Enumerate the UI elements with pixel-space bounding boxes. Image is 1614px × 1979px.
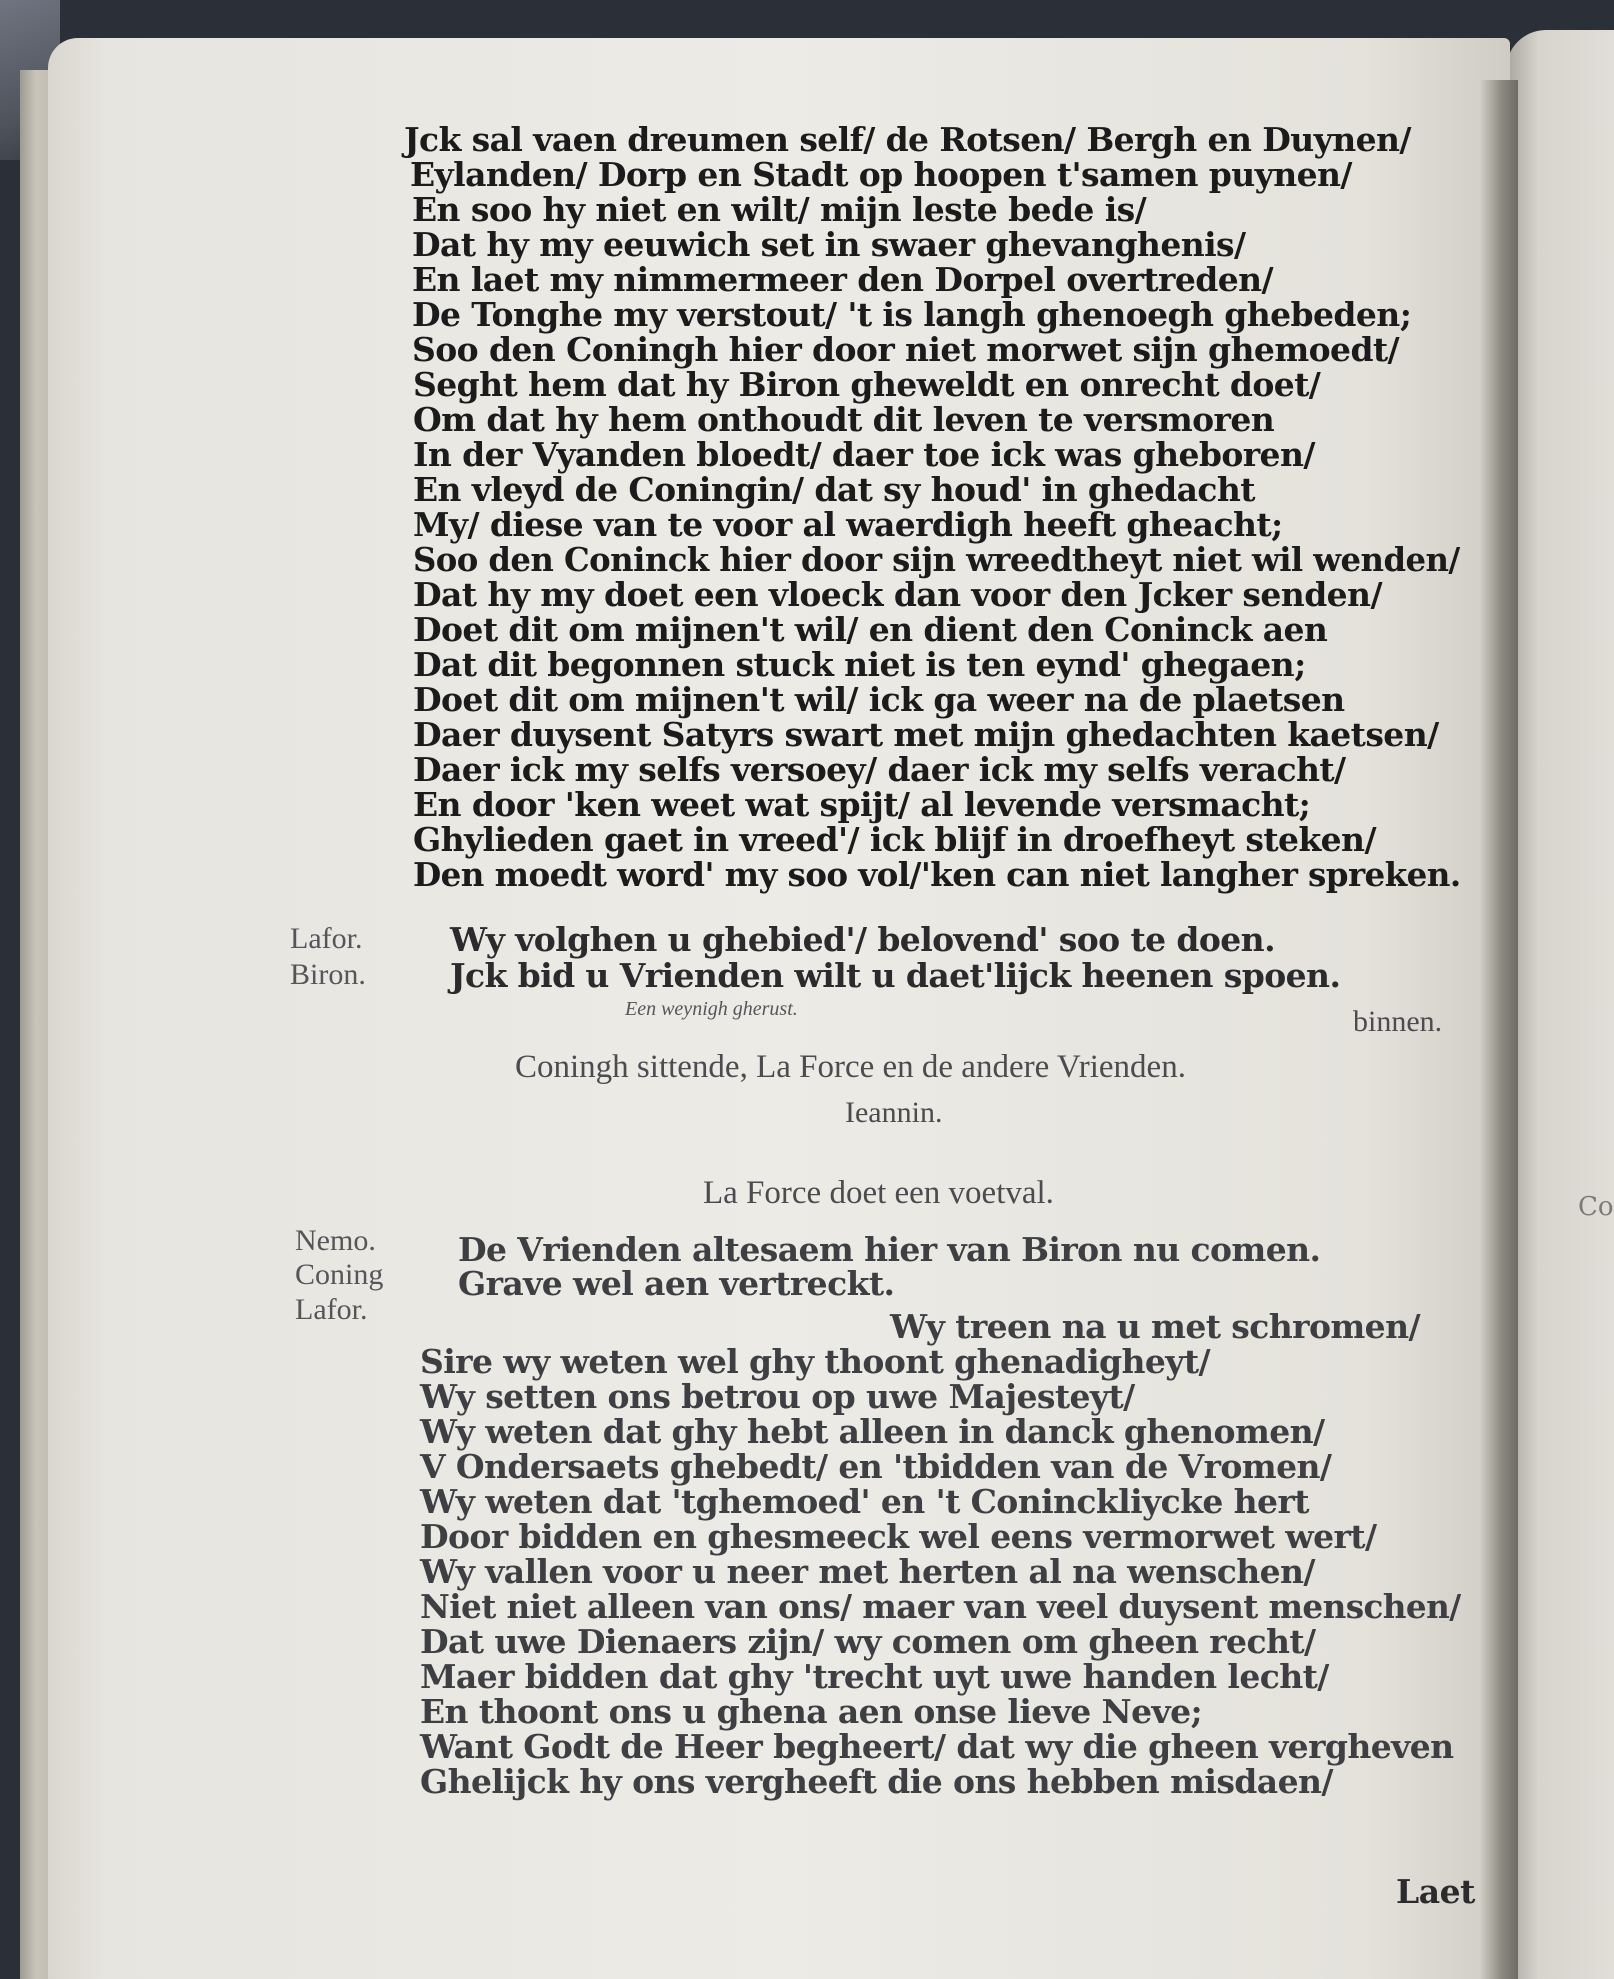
verse-line: Maer bidden dat ghy 'trecht uyt uwe handen lecht/ <box>420 1657 1329 1696</box>
verse-line: Wy vallen voor u neer met herten al na wenschen/ <box>420 1552 1315 1591</box>
speech-line: Wy volghen u ghebied'/ belovend' soo te doen. <box>450 920 1275 959</box>
verse-line: Doet dit om mijnen't wil/ en dient den Coninck aen <box>413 610 1328 649</box>
verse-line: Soo den Coninck hier door sijn wreedtheyt niet wil wenden/ <box>413 540 1460 579</box>
facing-page <box>1506 30 1614 1979</box>
verse-line: Wy weten dat ghy hebt alleen in danck ghenomen/ <box>420 1412 1325 1451</box>
verse-line: Dat dit begonnen stuck niet is ten eynd' ghegaen; <box>413 645 1306 684</box>
verse-line: Eylanden/ Dorp en Stadt op hoopen t'samen puynen/ <box>410 155 1352 194</box>
verse-line: Jck sal vaen dreumen self/ de Rotsen/ Bergh en Duynen/ <box>404 120 1411 159</box>
verse-line: Wy weten dat 'tghemoed' en 't Coninckliycke hert <box>420 1482 1309 1521</box>
verse-line: En door 'ken weet wat spijt/ al levende versmacht; <box>413 785 1311 824</box>
verse-line: Om dat hy hem onthoudt dit leven te versmoren <box>413 400 1275 439</box>
verse-line: Seght hem dat hy Biron gheweldt en onrecht doet/ <box>413 365 1321 404</box>
speaker-name: Biron. <box>290 958 366 991</box>
stage-note: Een weynigh gherust. <box>625 998 798 1020</box>
stage-direction: Ieannin. <box>845 1096 943 1129</box>
verse-line: Wy setten ons betrou op uwe Majesteyt/ <box>420 1377 1135 1416</box>
verse-line: V Ondersaets ghebedt/ en 'tbidden van de Vromen/ <box>420 1447 1332 1486</box>
verse-line: Soo den Coningh hier door niet morwet sijn ghemoedt/ <box>412 330 1400 369</box>
verse-line: En thoont ons u ghena aen onse lieve Neve; <box>420 1692 1203 1731</box>
verse-line: Door bidden en ghesmeeck wel eens vermorwet wert/ <box>420 1517 1377 1556</box>
verse-line: En laet my nimmermeer den Dorpel overtreden/ <box>412 260 1273 299</box>
verse-line: Ghylieden gaet in vreed'/ ick blijf in droefheyt steken/ <box>413 820 1376 859</box>
facing-page-fragment: Co <box>1578 1192 1614 1222</box>
verse-line: Daer duysent Satyrs swart met mijn ghedachten kaetsen/ <box>413 715 1439 754</box>
speaker-name: Nemo. <box>295 1224 376 1257</box>
speaker-name: Coning <box>295 1258 384 1291</box>
verse-line: De Tonghe my verstout/ 't is langh ghenoegh ghebeden; <box>412 295 1412 334</box>
verse-line: En soo hy niet en wilt/ mijn leste bede is/ <box>412 190 1147 229</box>
stage-direction: Coningh sittende, La Force en de andere Vrienden. <box>515 1049 1186 1085</box>
stage-direction: La Force doet een voetval. <box>703 1175 1054 1211</box>
verse-line: Den moedt word' my soo vol/'ken can niet langher spreken. <box>413 855 1461 894</box>
stage-direction-right: binnen. <box>1353 1005 1443 1038</box>
verse-line: Sire wy weten wel ghy thoont ghenadigheyt/ <box>420 1342 1210 1381</box>
verse-line: Daer ick my selfs versoey/ daer ick my selfs veracht/ <box>413 750 1346 789</box>
speech-line: Wy treen na u met schromen/ <box>890 1307 1420 1346</box>
verse-line: In der Vyanden bloedt/ daer toe ick was gheboren/ <box>413 435 1315 474</box>
verse-line: Doet dit om mijnen't wil/ ick ga weer na de plaetsen <box>413 680 1345 719</box>
verse-line: Niet niet alleen van ons/ maer van veel duysent menschen/ <box>420 1587 1461 1626</box>
speaker-name: Lafor. <box>290 922 363 955</box>
verse-line: Dat hy my eeuwich set in swaer ghevanghenis/ <box>412 225 1246 264</box>
speech-line: Jck bid u Vrienden wilt u daet'lijck heenen spoen. <box>450 956 1341 995</box>
verse-line: Want Godt de Heer begheert/ dat wy die gheen vergheven <box>420 1727 1454 1766</box>
speaker-name: Lafor. <box>295 1293 368 1326</box>
speech-line: Grave wel aen vertreckt. <box>458 1264 895 1303</box>
verse-line: Dat hy my doet een vloeck dan voor den Jcker senden/ <box>413 575 1382 614</box>
verse-line: En vleyd de Coningin/ dat sy houd' in ghedacht <box>413 470 1255 509</box>
speech-line: De Vrienden altesaem hier van Biron nu comen. <box>458 1230 1321 1269</box>
verse-line: My/ diese van te voor al waerdigh heeft gheacht; <box>413 505 1283 544</box>
verse-line: Dat uwe Dienaers zijn/ wy comen om gheen recht/ <box>420 1622 1316 1661</box>
catchword: Laet <box>1396 1872 1475 1911</box>
book-gutter <box>1478 80 1518 1979</box>
verse-line: Ghelijck hy ons vergheeft die ons hebben misdaen/ <box>420 1762 1333 1801</box>
